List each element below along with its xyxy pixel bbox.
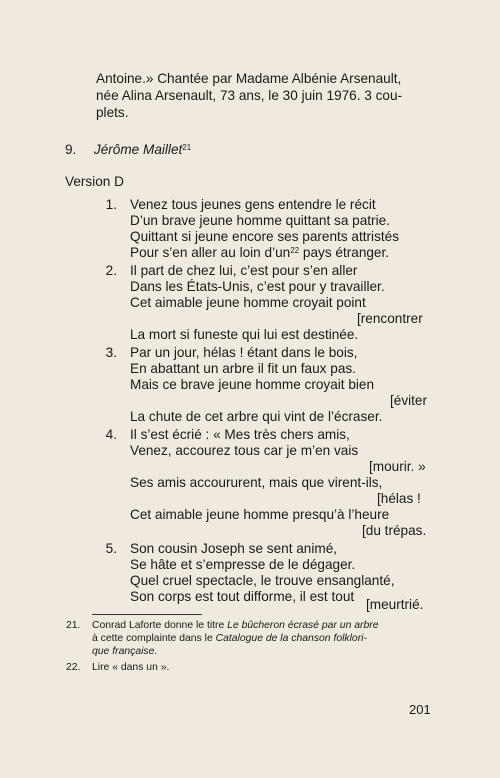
verse-3-line-4: La chute de cet arbre qui vint de l’écraser. [130, 409, 383, 424]
footnote-22-number: 22. [66, 662, 81, 673]
song-heading [65, 142, 191, 158]
footnote-21-number: 21. [66, 620, 81, 631]
verse-4-line-1: Il s’est écrié : « Mes très chers amis, [130, 427, 350, 442]
footnote-21-line-3: que française. [92, 646, 158, 657]
verse-1-number: 1. [105, 197, 117, 212]
verse-4-number: 4. [105, 427, 117, 442]
intro-line-3: plets. [96, 105, 129, 120]
verse-4-line-4-runover: [du trépas. [362, 523, 427, 538]
verse-4-line-2: Venez, accourez tous car je m’en vais [130, 443, 359, 458]
song-title: Jérôme Maillet [93, 142, 183, 157]
verse-2-line-3-runover: [rencontrer [357, 311, 423, 326]
verse-3-line-1: Par un jour, hélas ! étant dans le bois, [130, 345, 358, 360]
version-label: Version D [65, 174, 124, 189]
verse-3-line-3-runover: [éviter [390, 393, 428, 408]
song-number: 9. [65, 142, 77, 157]
intro-line-1: Antoine.» Chantée par Madame Albénie Arsenault, [96, 71, 402, 86]
verse-3-line-2: En abattant un arbre il fit un faux pas. [130, 361, 356, 376]
verse-2-line-1: Il part de chez lui, c’est pour s’en aller [130, 263, 358, 278]
verse-4-line-3: Ses amis accoururent, mais que virent-ils, [130, 475, 383, 490]
footnote-22-text: Lire « dans un ». [92, 662, 170, 673]
footnote-21-line-1: Conrad Laforte donne le titre Le bûcheron écrasé par un arbre [92, 620, 379, 631]
verse-3-number: 3. [105, 345, 117, 360]
note-22-ref: 22 [290, 246, 300, 255]
verse-4-line-4: Cet aimable jeune homme presqu’à l’heure [130, 507, 390, 522]
verse-1-line-1: Venez tous jeunes gens entendre le récit [130, 197, 376, 212]
verse-5-line-4-runover: [meurtrié. [366, 597, 424, 612]
verse-3-line-3: Mais ce brave jeune homme croyait bien [130, 377, 375, 392]
verse-2-line-4: La mort si funeste qui lui est destinée. [130, 327, 359, 342]
verse-4-line-2-runover: [mourir. » [369, 459, 426, 474]
verse-2-line-3: Cet aimable jeune homme croyait point [130, 295, 366, 310]
verse-2-line-2: Dans les États-Unis, c’est pour y travailler. [130, 279, 385, 294]
song-title-note-ref: 21 [182, 143, 192, 152]
verse-5-line-4: Son corps est tout difforme, il est tout [130, 589, 355, 604]
verse-5-line-2: Se hâte et s’empresse de le dégager. [130, 557, 356, 572]
verse-1-line-4: Pour s’en aller au loin $d’un^{22}$ pays étranger. [130, 245, 390, 260]
verse-5-line-1: Son cousin Joseph se sent animé, [130, 541, 338, 556]
footnote-21-line-2: à cette complainte dans le Catalogue de la chanson folklori- [92, 633, 367, 644]
verse-5-line-3: Quel cruel spectacle, le trouve ensanglanté, [130, 573, 395, 588]
verse-5-number: 5. [105, 541, 117, 556]
page-number: 201 [409, 702, 431, 717]
footnote-divider [92, 614, 202, 615]
verse-1-line-3: Quittant si jeune encore ses parents attristés [130, 229, 399, 244]
verse-1-line-2: D’un brave jeune homme quittant sa patrie. [130, 213, 390, 228]
verse-2-number: 2. [105, 263, 117, 278]
intro-line-2: née Alina Arsenault, 73 ans, le 30 juin 1976. 3 cou- [96, 88, 403, 103]
verse-4-line-3-runover: [hélas ! [377, 491, 421, 506]
